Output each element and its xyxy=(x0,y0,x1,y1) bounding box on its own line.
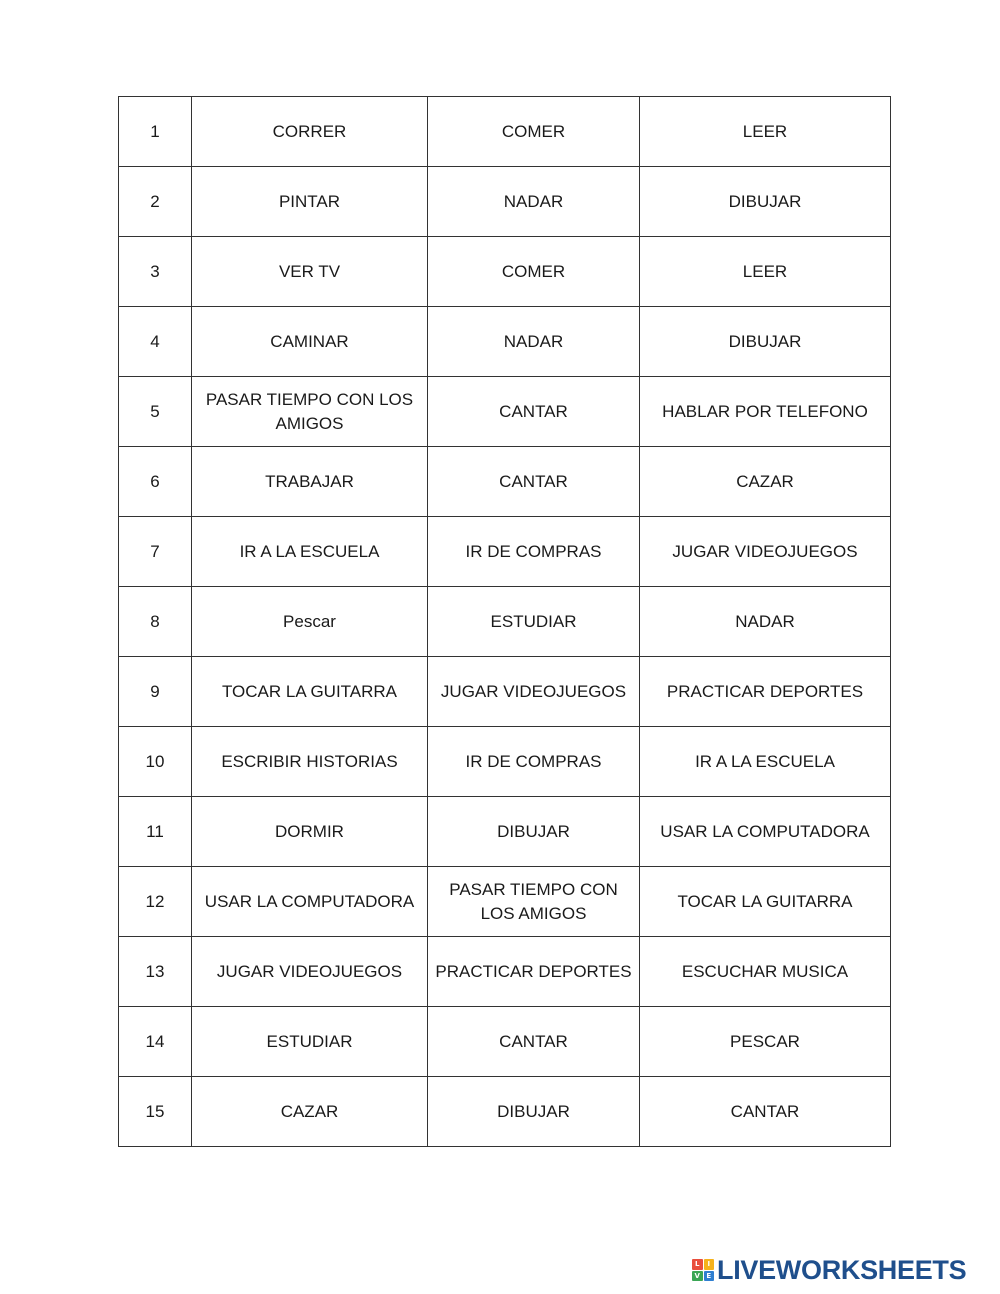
row-number-cell: 3 xyxy=(119,237,192,307)
table-row xyxy=(119,587,891,657)
option-c-cell: DIBUJAR xyxy=(640,307,891,377)
row-number-cell: 10 xyxy=(119,727,192,797)
option-c-cell: USAR LA COMPUTADORA xyxy=(640,797,891,867)
table-row xyxy=(119,797,891,867)
row-number-cell: 8 xyxy=(119,587,192,657)
brand-text: LIVEWORKSHEETS xyxy=(717,1254,967,1285)
option-b-cell: NADAR xyxy=(428,307,640,377)
option-b-cell: IR DE COMPRAS xyxy=(428,727,640,797)
logo-letter: L xyxy=(692,1259,703,1270)
option-a-cell: ESCRIBIR HISTORIAS xyxy=(192,727,428,797)
table-row xyxy=(119,167,891,237)
option-b-cell: JUGAR VIDEOJUEGOS xyxy=(428,657,640,727)
activities-table xyxy=(118,96,891,1147)
row-number-cell: 15 xyxy=(119,1077,192,1147)
option-c-cell: PESCAR xyxy=(640,1007,891,1077)
table-row xyxy=(119,657,891,727)
option-c-cell: DIBUJAR xyxy=(640,167,891,237)
liveworksheets-brand xyxy=(692,1255,966,1285)
option-a-cell: Pescar xyxy=(192,587,428,657)
option-b-cell: PRACTICAR DEPORTES xyxy=(428,937,640,1007)
option-a-cell: VER TV xyxy=(192,237,428,307)
row-number-cell: 14 xyxy=(119,1007,192,1077)
row-number-cell: 9 xyxy=(119,657,192,727)
row-number-cell: 5 xyxy=(119,377,192,447)
option-c-cell: HABLAR POR TELEFONO xyxy=(640,377,891,447)
table-row xyxy=(119,1007,891,1077)
table-row xyxy=(119,97,891,167)
table-row xyxy=(119,1077,891,1147)
option-c-cell: IR A LA ESCUELA xyxy=(640,727,891,797)
option-a-cell: TRABAJAR xyxy=(192,447,428,517)
activities-table-body xyxy=(119,97,891,1147)
logo-letter: V xyxy=(692,1271,703,1282)
option-b-cell: DIBUJAR xyxy=(428,797,640,867)
row-number-cell: 2 xyxy=(119,167,192,237)
option-a-cell: TOCAR LA GUITARRA xyxy=(192,657,428,727)
option-c-cell: TOCAR LA GUITARRA xyxy=(640,867,891,937)
option-b-cell: COMER xyxy=(428,97,640,167)
option-c-cell: LEER xyxy=(640,237,891,307)
table-row xyxy=(119,237,891,307)
option-b-cell: DIBUJAR xyxy=(428,1077,640,1147)
logo-letter: E xyxy=(704,1271,715,1282)
table-row xyxy=(119,517,891,587)
option-c-cell: NADAR xyxy=(640,587,891,657)
option-a-cell: CAMINAR xyxy=(192,307,428,377)
option-b-cell: CANTAR xyxy=(428,447,640,517)
row-number-cell: 6 xyxy=(119,447,192,517)
option-b-cell: COMER xyxy=(428,237,640,307)
option-b-cell: IR DE COMPRAS xyxy=(428,517,640,587)
table-row xyxy=(119,307,891,377)
option-a-cell: CORRER xyxy=(192,97,428,167)
liveworksheets-logo-icon xyxy=(692,1259,714,1281)
option-c-cell: PRACTICAR DEPORTES xyxy=(640,657,891,727)
row-number-cell: 11 xyxy=(119,797,192,867)
option-b-cell: PASAR TIEMPO CON LOS AMIGOS xyxy=(428,867,640,937)
option-a-cell: PASAR TIEMPO CON LOS AMIGOS xyxy=(192,377,428,447)
option-b-cell: CANTAR xyxy=(428,377,640,447)
option-b-cell: ESTUDIAR xyxy=(428,587,640,657)
option-c-cell: ESCUCHAR MUSICA xyxy=(640,937,891,1007)
table-row xyxy=(119,727,891,797)
option-c-cell: CANTAR xyxy=(640,1077,891,1147)
option-c-cell: JUGAR VIDEOJUEGOS xyxy=(640,517,891,587)
option-a-cell: JUGAR VIDEOJUEGOS xyxy=(192,937,428,1007)
option-b-cell: CANTAR xyxy=(428,1007,640,1077)
option-a-cell: ESTUDIAR xyxy=(192,1007,428,1077)
option-c-cell: CAZAR xyxy=(640,447,891,517)
option-a-cell: IR A LA ESCUELA xyxy=(192,517,428,587)
row-number-cell: 13 xyxy=(119,937,192,1007)
option-c-cell: LEER xyxy=(640,97,891,167)
option-a-cell: CAZAR xyxy=(192,1077,428,1147)
logo-letter: I xyxy=(704,1259,715,1270)
row-number-cell: 4 xyxy=(119,307,192,377)
row-number-cell: 7 xyxy=(119,517,192,587)
table-row xyxy=(119,447,891,517)
table-row xyxy=(119,867,891,937)
option-a-cell: DORMIR xyxy=(192,797,428,867)
option-a-cell: USAR LA COMPUTADORA xyxy=(192,867,428,937)
row-number-cell: 12 xyxy=(119,867,192,937)
table-row xyxy=(119,937,891,1007)
option-b-cell: NADAR xyxy=(428,167,640,237)
table-row xyxy=(119,377,891,447)
row-number-cell: 1 xyxy=(119,97,192,167)
option-a-cell: PINTAR xyxy=(192,167,428,237)
